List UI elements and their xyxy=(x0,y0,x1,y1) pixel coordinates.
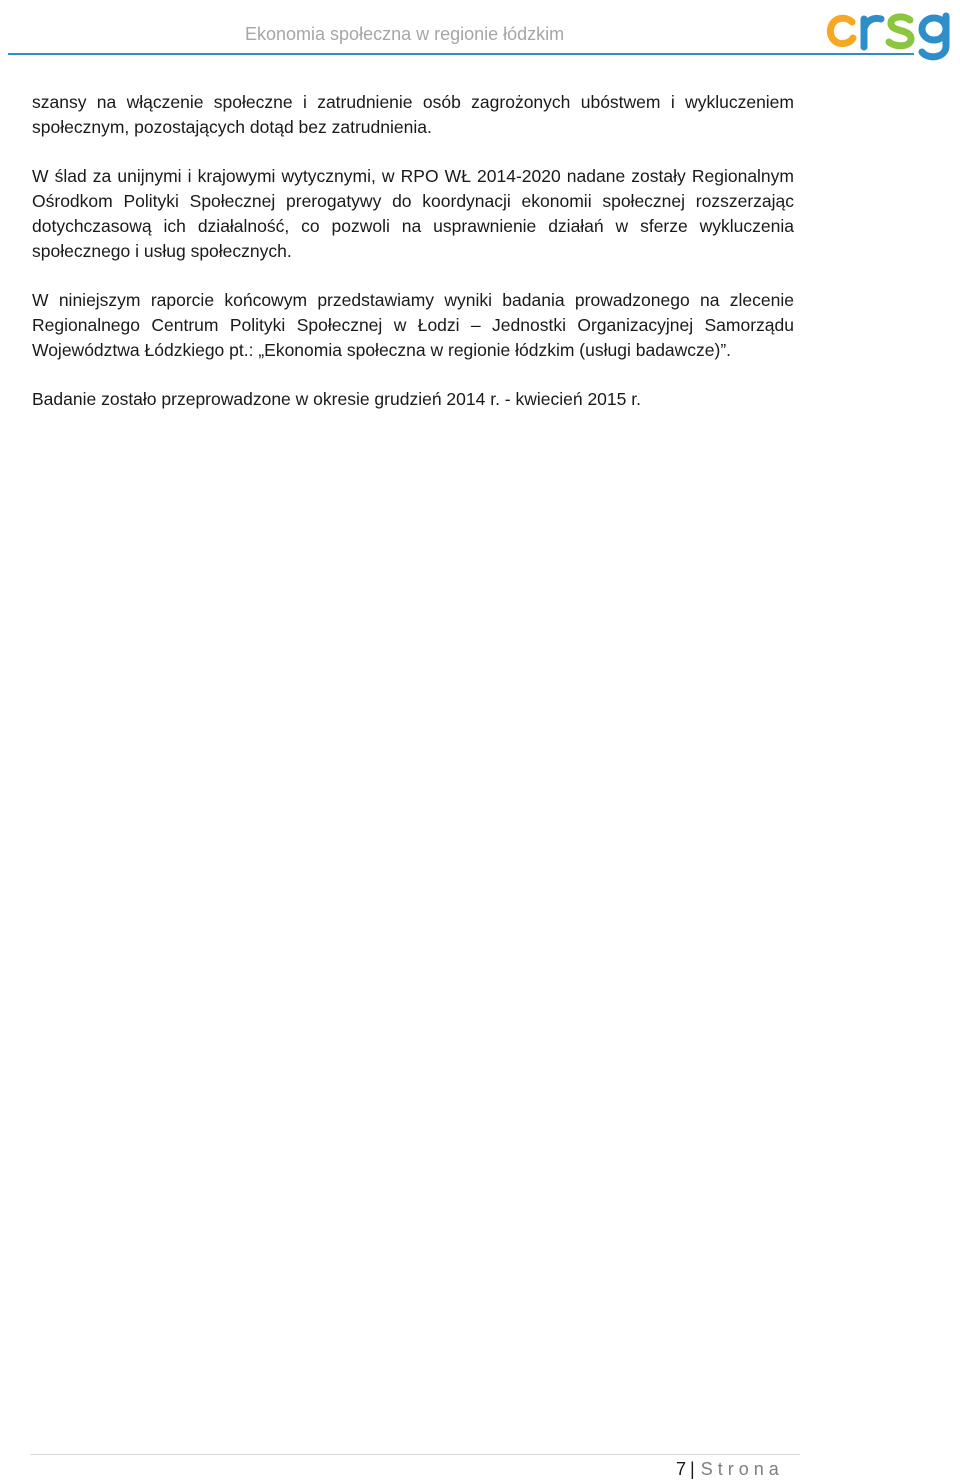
page-number: 7 xyxy=(676,1459,687,1479)
footer-divider xyxy=(30,1454,800,1455)
paragraph-rpo-guidelines: W ślad za unijnymi i krajowymi wytycznymi, w RPO WŁ 2014-2020 nadane zostały Regionalnym Ośrodkom Polityki Społecznej prerogatywy do koordynacji ekonomii społecznej rozszerzając dotychczasową ich działalność, co pozwoli na usprawnienie działań w sferze wykluczenia społecznego i usług społecznych. xyxy=(32,166,794,261)
paragraph-report-intro: W niniejszym raporcie końcowym przedstawiamy wyniki badania prowadzonego na zlecenie Regionalnego Centrum Polityki Społecznej w Łodzi – Jednostki Organizacyjnej Samorządu Województwa Łódzkiego pt.: „Ekonomia społeczna w regionie łódzkim (usługi badawcze)”. xyxy=(32,290,794,360)
running-header-title: Ekonomia społeczna w regionie łódzkim xyxy=(245,24,565,44)
page-label: Strona xyxy=(700,1459,784,1479)
header-divider xyxy=(8,53,914,55)
paragraph-research-period: Badanie zostało przeprowadzone w okresie grudzień 2014 r. - kwiecień 2015 r. xyxy=(32,389,641,409)
paragraph-continuation: szansy na włączenie społeczne i zatrudnienie osób zagrożonych ubóstwem i wykluczeniem społecznym, pozostających dotąd bez zatrudnienia. xyxy=(32,92,794,137)
page-footer xyxy=(676,1458,784,1480)
footer-separator: | xyxy=(690,1459,695,1479)
document-body xyxy=(32,90,794,436)
